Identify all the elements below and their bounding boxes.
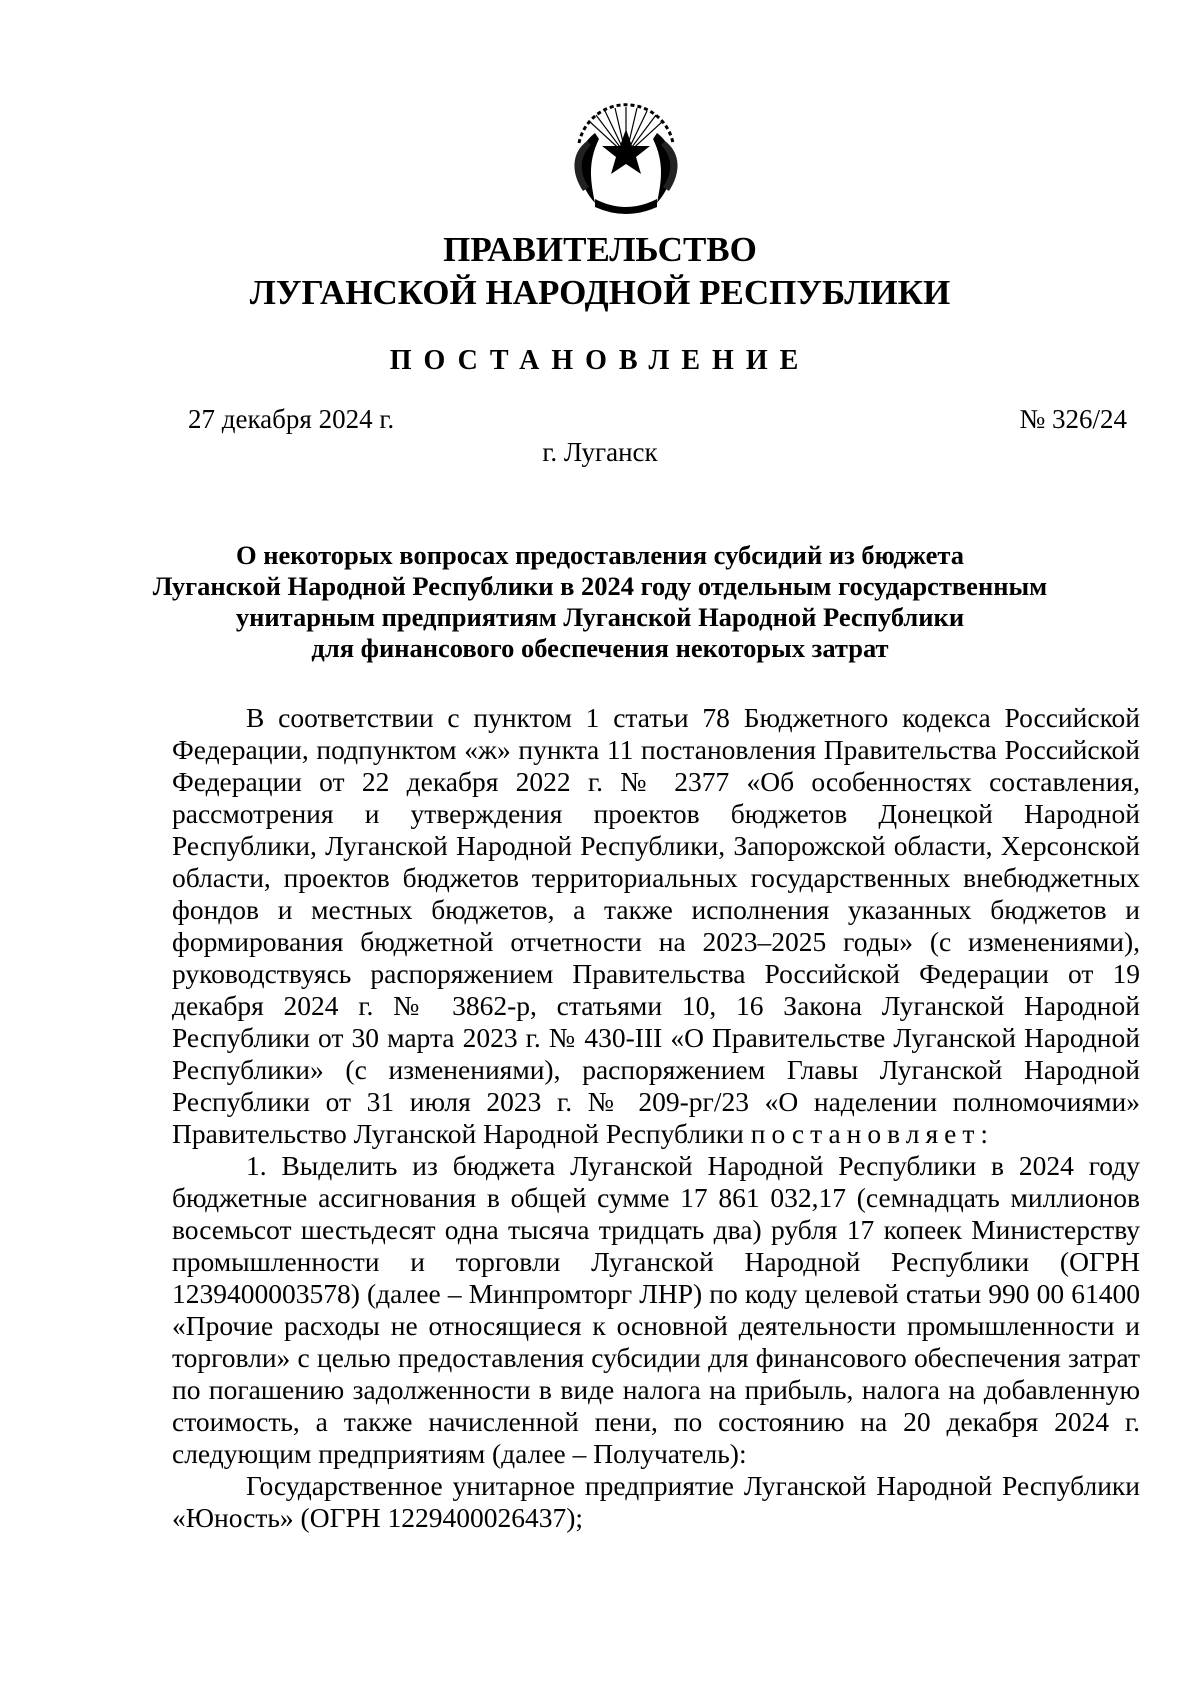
title-line-2: Луганской Народной Республики в 2024 году отдельным государственным — [152, 571, 1048, 601]
document-number: № 326/24 — [1019, 404, 1127, 434]
document-date: 27 декабря 2024 г. — [188, 404, 395, 434]
title-line-4: для финансового обеспечения некоторых затрат — [311, 633, 889, 663]
item-1-paragraph: 1. Выделить из бюджета Луганской Народной Республики в 2024 году бюджетные ассигнования в общей сумме 17 861 032,17 (семнадцать миллионов восемьсот шестьдесят одна тысяча тридцать два) рубля 17 копеек Министерству промышленности и торговли Луганской Народной Республики (ОГРН 1239400003578) (далее – Минпромторг ЛНР) по коду целевой статьи 990 00 61400 «Прочие расходы не относящиеся к основной деятельности промышленности и торговли» с целью предоставления субсидии для финансового обеспечения затрат по погашению задолженности в виде налога на прибыль, налога на добавленную стоимость, а также начисленной пени, по состоянию на 20 декабря 2024 г. следующим предприятиям (далее – Получатель): — [172, 1150, 1140, 1469]
recipient-1-paragraph: Государственное унитарное предприятие Луганской Народной Республики «Юность» (ОГРН 1229400026437); — [172, 1470, 1140, 1533]
document-type: ПОСТАНОВЛЕНИЕ — [389, 345, 811, 376]
emblem-icon — [565, 103, 687, 219]
title-line-3: унитарным предприятиям Луганской Народной Республики — [235, 602, 965, 632]
document-body — [172, 702, 1140, 1534]
title-line-1: О некоторых вопросах предоставления субсидий из бюджета — [236, 540, 964, 570]
org-line-2: ЛУГАНСКОЙ НАРОДНОЙ РЕСПУБЛИКИ — [249, 273, 951, 312]
organization-name — [100, 228, 1100, 314]
preamble-text: В соответствии с пунктом 1 статьи 78 Бюджетного кодекса Российской Федерации, подпунктом «ж» пункта 11 постановления Правительства Российской Федерации от 22 декабря 2022 г. № 2377 «Об особенностях составления, рассмотрения и утверждения проектов бюджетов Донецкой Народной Республики, Луганской Народной Республики, Запорожской области, Херсонской области, проектов бюджетов территориальных государственных внебюджетных фондов и местных бюджетов, а также исполнения указанных бюджетов и формирования бюджетной отчетности на 2023–2025 годы» (с изменениями), руководствуясь распоряжением Правительства Российской Федерации от 19 декабря 2024 г. № 3862-р, статьями 10, 16 Закона Луганской Народной Республики от 30 марта 2023 г. № 430-III «О Правительстве Луганской Народной Республики» (с изменениями), распоряжением Главы Луганской Народной Республики от 31 июля 2023 г. № 209-рг/23 «О наделении полномочиями» Правительство Луганской Народной Республики — [172, 702, 1140, 1149]
decree-word: постановляет: — [750, 1118, 994, 1149]
coat-of-arms-emblem — [565, 103, 687, 219]
preamble-paragraph — [172, 702, 1140, 1150]
document-title — [130, 540, 1070, 664]
document-city: г. Луганск — [542, 437, 658, 467]
org-line-1: ПРАВИТЕЛЬСТВО — [443, 230, 757, 269]
